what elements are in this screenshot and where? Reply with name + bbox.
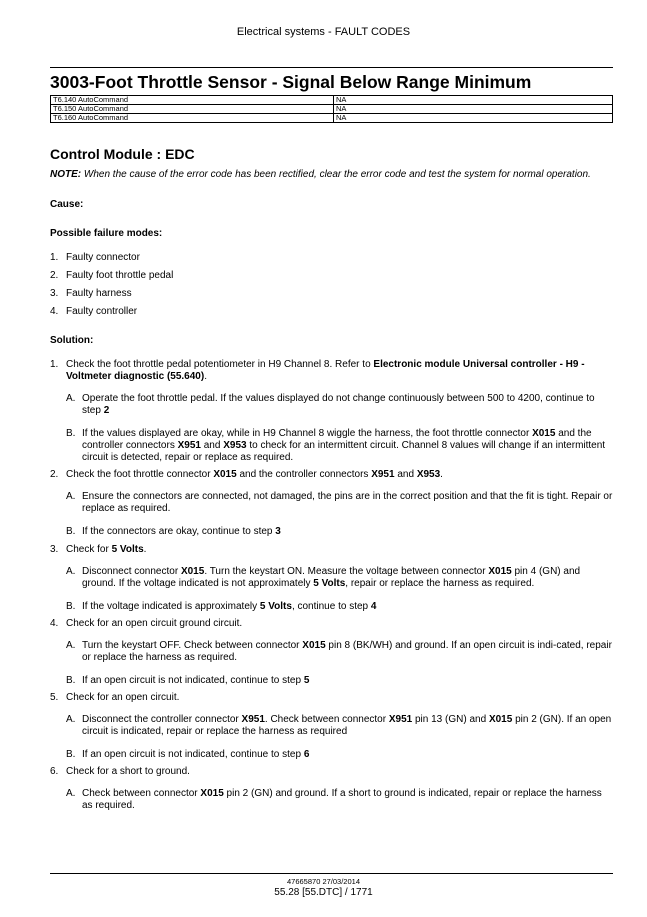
- solution-step-6a: [66, 788, 613, 812]
- step-text: Check for an open circuit ground circuit.: [66, 618, 243, 629]
- solution-step-3b: [66, 601, 613, 613]
- solution-step-5a: [66, 714, 613, 738]
- list-number: 3.: [50, 288, 59, 299]
- list-number: 4.: [50, 306, 59, 317]
- solution-step-3a: [66, 566, 613, 590]
- solution-step-3: [50, 544, 613, 556]
- list-text: Faulty controller: [66, 306, 138, 317]
- substep-letter: A.: [66, 640, 76, 651]
- step-text: Check the foot throttle pedal potentiometer in H9 Channel 8. Refer to Electronic module Universal controller - H9 - Voltmeter diagnostic (55.640).: [66, 359, 585, 382]
- document-title: 3003-Foot Throttle Sensor - Signal Below Range Minimum: [50, 72, 532, 92]
- list-item: [50, 306, 613, 318]
- title-block: [50, 67, 613, 123]
- table-row: [51, 96, 613, 105]
- substep-text: If an open circuit is not indicated, continue to step 5: [82, 675, 310, 686]
- solution-step-1b: [66, 428, 613, 464]
- model-cell: T6.140 AutoCommand: [51, 96, 334, 105]
- value-cell: NA: [334, 114, 613, 123]
- step-text: Check the foot throttle connector X015 and the controller connectors X951 and X953.: [66, 469, 443, 480]
- footer-divider: [50, 873, 613, 874]
- substep-text: If the voltage indicated is approximately 5 Volts, continue to step 4: [82, 601, 377, 612]
- substep-text: Ensure the connectors are connected, not damaged, the pins are in the correct position and that the fit is tight. Repair or replace as required.: [82, 491, 613, 514]
- list-item: [50, 270, 613, 282]
- list-number: 2.: [50, 270, 59, 281]
- list-text: Faulty foot throttle pedal: [66, 270, 174, 281]
- step-text: Check for a short to ground.: [66, 766, 190, 777]
- solution-heading: Solution:: [50, 335, 94, 346]
- substep-letter: A.: [66, 714, 76, 725]
- model-table: [50, 95, 613, 123]
- list-text: Faulty connector: [66, 252, 140, 263]
- control-module-title: Control Module : EDC: [50, 146, 195, 162]
- note-text: When the cause of the error code has been rectified, clear the error code and test the system for normal operation.: [81, 169, 591, 180]
- substep-letter: A.: [66, 788, 76, 799]
- substep-letter: A.: [66, 393, 76, 404]
- list-number: 1.: [50, 252, 59, 263]
- list-text: Faulty harness: [66, 288, 132, 299]
- list-item: [50, 252, 613, 264]
- step-number: 6.: [50, 766, 59, 777]
- step-number: 2.: [50, 469, 59, 480]
- failure-modes-heading: Possible failure modes:: [50, 228, 163, 239]
- substep-text: If an open circuit is not indicated, continue to step 6: [82, 749, 310, 760]
- substep-text: Operate the foot throttle pedal. If the values displayed do not change continuously between 500 to 4200, continue to step 2: [82, 393, 595, 416]
- value-cell: NA: [334, 105, 613, 114]
- page-header: Electrical systems - FAULT CODES: [236, 26, 411, 38]
- note-label: NOTE:: [50, 169, 82, 180]
- substep-letter: B.: [66, 526, 76, 537]
- solution-step-4: [50, 618, 613, 630]
- solution-step-4a: [66, 640, 613, 664]
- solution-step-5: [50, 692, 613, 704]
- step-text: Check for an open circuit.: [66, 692, 180, 703]
- solution-step-1a: [66, 393, 613, 417]
- substep-text: Check between connector X015 pin 2 (GN) and ground. If a short to ground is indicated, repair or replace the harness as required.: [82, 788, 602, 811]
- substep-text: Turn the keystart OFF. Check between connector X015 pin 8 (BK/WH) and ground. If an open circuit is indi-cated, repair or replace the harness as required.: [82, 640, 612, 663]
- failure-modes-list: [50, 252, 613, 318]
- substep-text: If the connectors are okay, continue to step 3: [82, 526, 281, 537]
- substep-letter: A.: [66, 566, 76, 577]
- list-item: [50, 288, 613, 300]
- footer-page-number: 55.28 [55.DTC] / 1771: [274, 887, 373, 898]
- substep-letter: B.: [66, 428, 76, 439]
- step-number: 3.: [50, 544, 59, 555]
- step-text: Check for 5 Volts.: [66, 544, 147, 555]
- step-number: 1.: [50, 359, 59, 370]
- note: [50, 169, 613, 181]
- solution-step-2b: [66, 526, 613, 538]
- substep-text: Disconnect connector X015. Turn the keystart ON. Measure the voltage between connector X015 pin 4 (GN) and ground. If the voltage indicated is not approximately 5 Volts, repair or replace the harness as required.: [82, 566, 581, 589]
- substep-letter: B.: [66, 601, 76, 612]
- content: [50, 146, 613, 823]
- table-row: [51, 105, 613, 114]
- cause-heading: Cause:: [50, 199, 84, 210]
- substep-letter: B.: [66, 675, 76, 686]
- value-cell: NA: [334, 96, 613, 105]
- model-cell: T6.160 AutoCommand: [51, 114, 334, 123]
- footer-document-id: 47665870 27/03/2014: [287, 877, 360, 886]
- substep-text: If the values displayed are okay, while in H9 Channel 8 wiggle the harness, the foot throttle connector X015 and the controller connectors X951 and X953 to check for an intermittent circuit. Channel 8 values will change if an intermittent circuit is detected, repair or replace as required.: [82, 428, 606, 463]
- substep-letter: A.: [66, 491, 76, 502]
- solution-step-4b: [66, 675, 613, 687]
- step-number: 5.: [50, 692, 59, 703]
- solution-step-5b: [66, 749, 613, 761]
- solution-step-6: [50, 766, 613, 778]
- solution-step-2a: [66, 491, 613, 515]
- table-row: [51, 114, 613, 123]
- solution-step-1: [50, 359, 613, 383]
- step-number: 4.: [50, 618, 59, 629]
- model-cell: T6.150 AutoCommand: [51, 105, 334, 114]
- substep-text: Disconnect the controller connector X951. Check between connector X951 pin 13 (GN) and X015 pin 2 (GN). If an open circuit is indicated, repair or replace the harness as required: [82, 714, 612, 737]
- solution-step-2: [50, 469, 613, 481]
- substep-letter: B.: [66, 749, 76, 760]
